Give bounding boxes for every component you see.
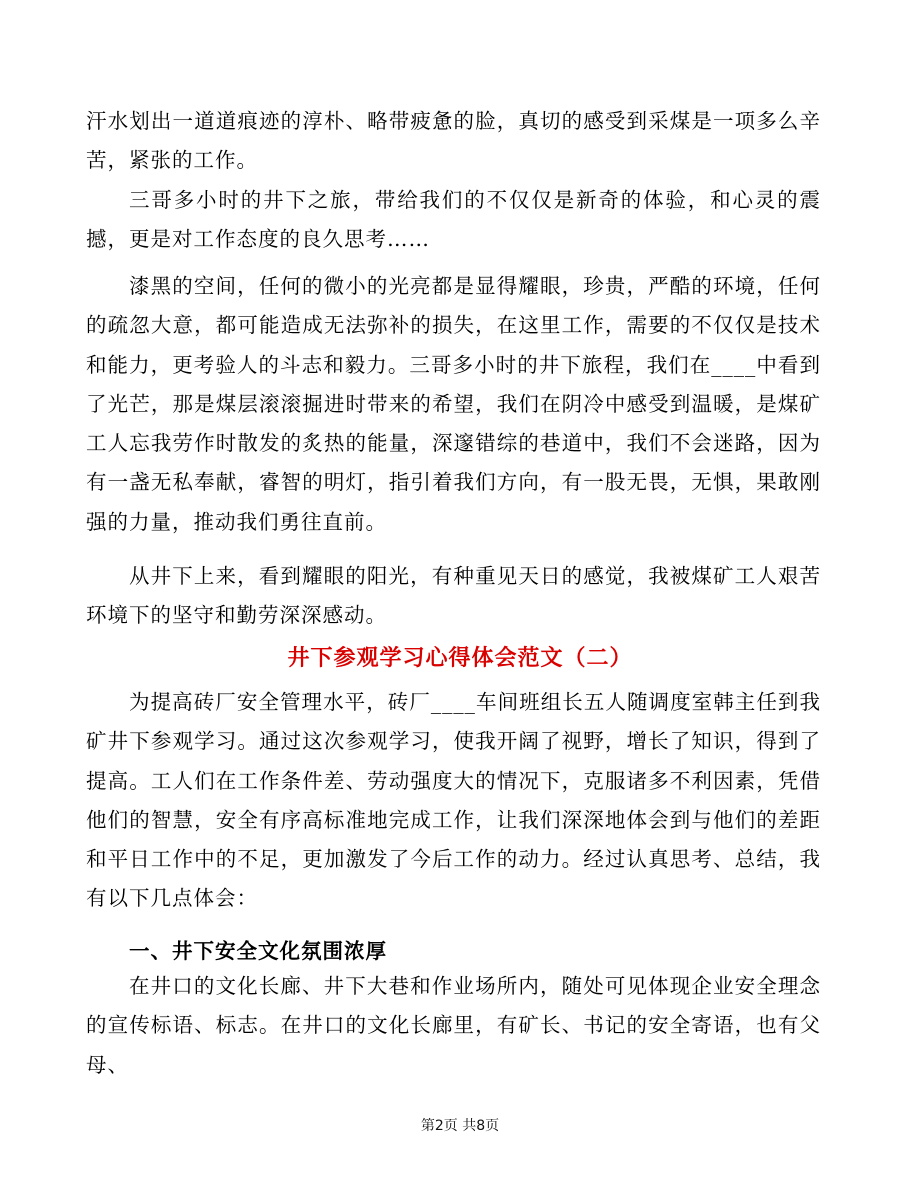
section-title: 井下参观学习心得体会范文（二） [287, 646, 633, 671]
subheading: 一、井下安全文化氛围浓厚 [129, 939, 387, 963]
paragraph-5: 为提高砖厂安全管理水平，砖厂____车间班组长五人随调度室韩主任到我矿井下参观学习。通过这次参观学习，使我开阔了视野，增长了知识，得到了提高。工人们在工作条件差、劳动强度大的情况下，克服诸多不利因素，凭借他们的智慧，安全有序高标准地完成工作，让我们深深地体会到与他们的差距和平日工作中的不足，更加激发了今后工作的动力。经过认真思考、总结，我有以下几点体会： [86, 690, 821, 911]
paragraph-6: 在井口的文化长廊、井下大巷和作业场所内，随处可见体现企业安全理念的宣传标语、标志。在井口的文化长廊里，有矿长、书记的安全寄语，也有父母、 [86, 974, 821, 1077]
paragraph-3: 漆黑的空间，任何的微小的光亮都是显得耀眼，珍贵，严酷的环境，任何的疏忽大意，都可能造成无法弥补的损失，在这里工作，需要的不仅仅是技术和能力，更考验人的斗志和毅力。三哥多小时的井下旅程，我们在____中看到了光芒，那是煤层滚滚掘进时带来的希望，我们在阴冷中感受到温暖，是煤矿工人忘我劳作时散发的炙热的能量，深邃错综的巷道中，我们不会迷路，因为有一盏无私奉献，睿智的明灯，指引着我们方向，有一股无畏，无惧，果敢刚强的力量，推动我们勇往直前。 [86, 274, 821, 534]
paragraph-4: 从井下上来，看到耀眼的阳光，有种重见天日的感觉，我被煤矿工人艰苦环境下的坚守和勤劳深深感动。 [86, 564, 821, 628]
paragraph-1: 汗水划出一道道痕迹的淳朴、略带疲惫的脸，真切的感受到采煤是一项多么辛苦，紧张的工作。 [86, 109, 821, 173]
page-number-footer: 第2页 共8页 [420, 1118, 500, 1134]
paragraph-2: 三哥多小时的井下之旅，带给我们的不仅仅是新奇的体验，和心灵的震撼，更是对工作态度的良久思考…… [86, 188, 821, 252]
